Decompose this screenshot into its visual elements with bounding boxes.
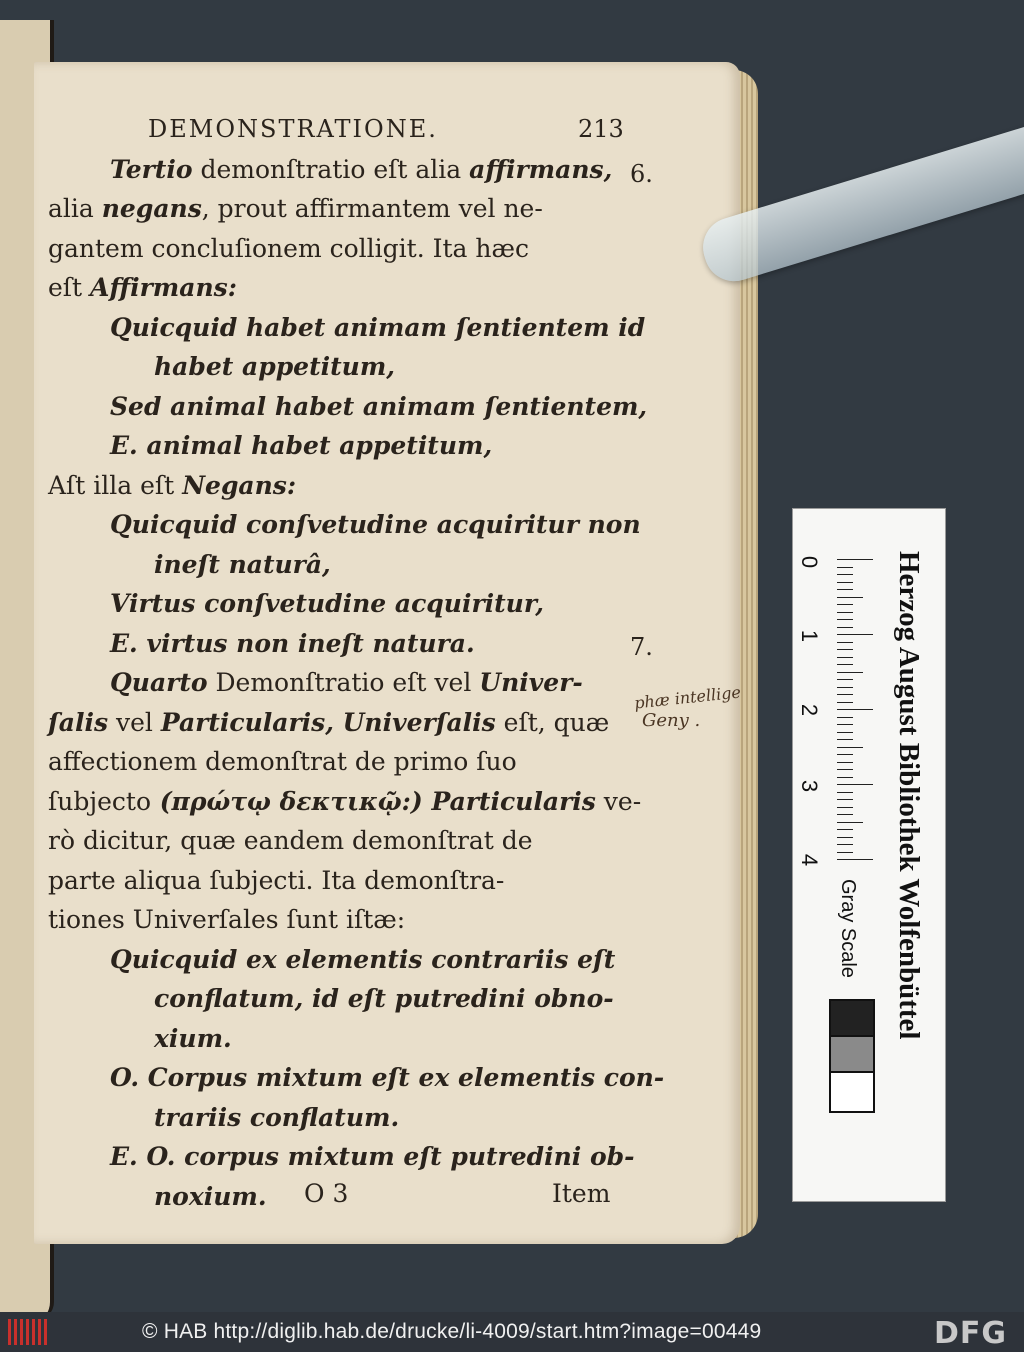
scale-tick <box>837 567 853 568</box>
scale-ticks <box>837 559 877 869</box>
hab-logo-icon <box>8 1319 48 1345</box>
text-segment: gantem concluſionem colligit. Ita hæc <box>48 233 529 263</box>
text-line <box>48 940 648 980</box>
text-segment: Quicquid habet animam ſentientem id <box>110 312 646 342</box>
glass-page-clip <box>705 196 1024 336</box>
scale-tick <box>837 807 853 808</box>
text-line <box>48 308 648 348</box>
text-line <box>48 150 648 190</box>
text-segment: trariis conflatum. <box>154 1102 400 1132</box>
scale-tick <box>837 837 853 838</box>
text-line <box>48 505 648 545</box>
text-line <box>48 387 648 427</box>
text-segment: xium. <box>154 1023 232 1053</box>
text-segment: , prout affirmantem vel ne- <box>201 194 543 223</box>
scale-number-4: 4 <box>797 853 823 867</box>
scale-number-1: 1 <box>797 629 823 643</box>
text-line <box>48 1058 665 1098</box>
text-segment: affectionem demonſtrat de primo ſuo <box>48 747 517 776</box>
text-line <box>48 1098 648 1138</box>
text-segment: Aſt illa eſt <box>48 470 183 500</box>
handwritten-note-line-1: phæ intellige <box>633 682 742 713</box>
page-number: 213 <box>578 115 624 143</box>
margin-number-6: 6. <box>630 160 653 188</box>
text-segment: E. O. corpus mixtum eſt putredini ob- <box>110 1142 635 1171</box>
scale-tick <box>837 784 873 785</box>
text-segment: vel <box>108 707 161 737</box>
text-line <box>48 979 648 1019</box>
text-segment: Negans: <box>182 470 297 500</box>
scale-tick <box>837 747 863 748</box>
text-segment: Quarto <box>110 668 208 697</box>
text-segment: affirmans, <box>469 154 613 184</box>
scale-tick <box>837 612 853 613</box>
handwritten-note-line-2: Geny . <box>642 710 701 731</box>
text-line <box>48 703 648 743</box>
scale-tick <box>837 732 853 733</box>
text-line <box>48 189 648 229</box>
text-segment: Demonſtratio eſt vel <box>207 668 480 697</box>
text-segment: ſubjecto <box>48 786 152 816</box>
scale-tick <box>837 582 853 583</box>
text-line <box>48 861 648 901</box>
text-line <box>48 821 648 861</box>
scale-tick <box>837 762 853 763</box>
scale-tick <box>837 769 853 770</box>
catchword: Item <box>552 1179 611 1208</box>
text-segment: Univer- <box>479 668 583 697</box>
text-line <box>48 624 648 664</box>
header-title: DEMONSTRATIONE. <box>148 115 438 143</box>
scale-tick <box>837 604 853 605</box>
text-segment: Quicquid ex elementis contrariis eſt <box>110 944 616 974</box>
text-line <box>48 229 648 269</box>
scale-tick <box>837 829 853 830</box>
text-line <box>48 742 648 782</box>
scale-tick <box>837 634 873 635</box>
text-segment: eſt <box>48 273 91 302</box>
scale-tick <box>837 702 853 703</box>
text-line <box>48 782 648 822</box>
scale-tick <box>837 574 853 575</box>
text-segment: eſt, quæ <box>495 707 610 737</box>
swatch-light <box>829 1071 875 1113</box>
page-text <box>48 110 665 1216</box>
scale-tick <box>837 709 873 710</box>
text-line <box>48 584 648 624</box>
text-segment: ſalis <box>48 707 109 737</box>
scale-tick <box>837 589 853 590</box>
scale-tick <box>837 619 853 620</box>
scale-tick <box>837 649 853 650</box>
text-segment: alia <box>48 194 102 223</box>
text-segment: conflatum, id eſt putredini obno- <box>154 984 614 1013</box>
text-segment: Virtus conſvetudine acquiritur, <box>110 589 544 618</box>
text-line <box>48 663 648 703</box>
text-line <box>48 1019 648 1059</box>
scale-tick <box>837 642 853 643</box>
scale-tick <box>837 664 853 665</box>
footer-bar <box>0 1312 1024 1352</box>
text-segment: (πρώτῳ δεκτικῷ:) <box>151 786 432 816</box>
scale-tick <box>837 814 853 815</box>
copyright-text: © HAB http://diglib.hab.de/drucke/li-4009/start.htm?image=00449 <box>142 1320 762 1343</box>
scale-tick <box>837 627 853 628</box>
text-segment: noxium. <box>154 1181 267 1211</box>
text-line <box>48 347 648 387</box>
margin-number-7: 7. <box>630 633 653 661</box>
text-segment: E. virtus non ineſt natura. <box>110 628 475 658</box>
text-segment: negans <box>101 194 202 223</box>
text-segment: Sed animal habet animam ſentientem, <box>110 391 648 421</box>
text-segment: Particularis, Univerſalis <box>160 707 496 737</box>
scale-tick <box>837 859 873 860</box>
color-reference-ruler <box>792 508 946 1202</box>
text-segment: E. animal habet appetitum, <box>110 431 493 460</box>
text-segment: habet appetitum, <box>154 352 396 381</box>
text-segment: ve- <box>595 786 642 816</box>
scale-tick <box>837 799 853 800</box>
scale-tick <box>837 777 853 778</box>
text-line <box>48 268 648 308</box>
scale-number-2: 2 <box>797 703 823 717</box>
scale-number-3: 3 <box>797 779 823 793</box>
gray-scale-label: Gray Scale <box>837 879 859 978</box>
text-line <box>48 426 648 466</box>
text-segment: Quicquid conſvetudine acquiritur non <box>110 510 641 539</box>
scale-tick <box>837 559 873 560</box>
text-segment: Tertio <box>110 154 193 184</box>
text-segment: rò dicitur, quæ eandem demonſtrat de <box>48 826 533 855</box>
scale-tick <box>837 679 853 680</box>
text-segment: demonſtratio eſt alia <box>192 154 470 184</box>
scale-tick <box>837 822 863 823</box>
text-segment: Affirmans: <box>90 273 237 302</box>
scale-tick <box>837 694 853 695</box>
book-page <box>34 62 740 1244</box>
text-line <box>48 900 648 940</box>
running-header <box>48 110 648 150</box>
text-segment: ineſt naturâ, <box>154 549 331 579</box>
text-segment: O. Corpus mixtum eſt ex elementis con- <box>110 1063 665 1092</box>
text-segment: Particularis <box>431 786 596 816</box>
library-name: Herzog August Bibliothek Wolfenbüttel <box>893 551 925 1040</box>
text-segment: parte aliqua ſubjecti. Ita demonſtra- <box>48 865 505 895</box>
text-line <box>48 466 648 506</box>
scale-tick <box>837 844 853 845</box>
scale-tick <box>837 597 863 598</box>
scale-tick <box>837 672 863 673</box>
scale-tick <box>837 852 853 853</box>
dfg-logo: DFG <box>934 1316 1008 1351</box>
scale-tick <box>837 724 853 725</box>
scale-tick <box>837 657 853 658</box>
text-segment: tiones Univerſales ſunt iſtæ: <box>48 905 406 934</box>
scale-tick <box>837 687 853 688</box>
scale-tick <box>837 792 853 793</box>
scale-tick <box>837 739 853 740</box>
body-lines <box>48 150 665 1217</box>
scale-number-0: 0 <box>797 555 823 569</box>
scale-tick <box>837 717 853 718</box>
signature-mark: O 3 <box>304 1179 349 1208</box>
text-line <box>48 545 648 585</box>
scale-tick <box>837 754 853 755</box>
text-line <box>48 1137 648 1177</box>
